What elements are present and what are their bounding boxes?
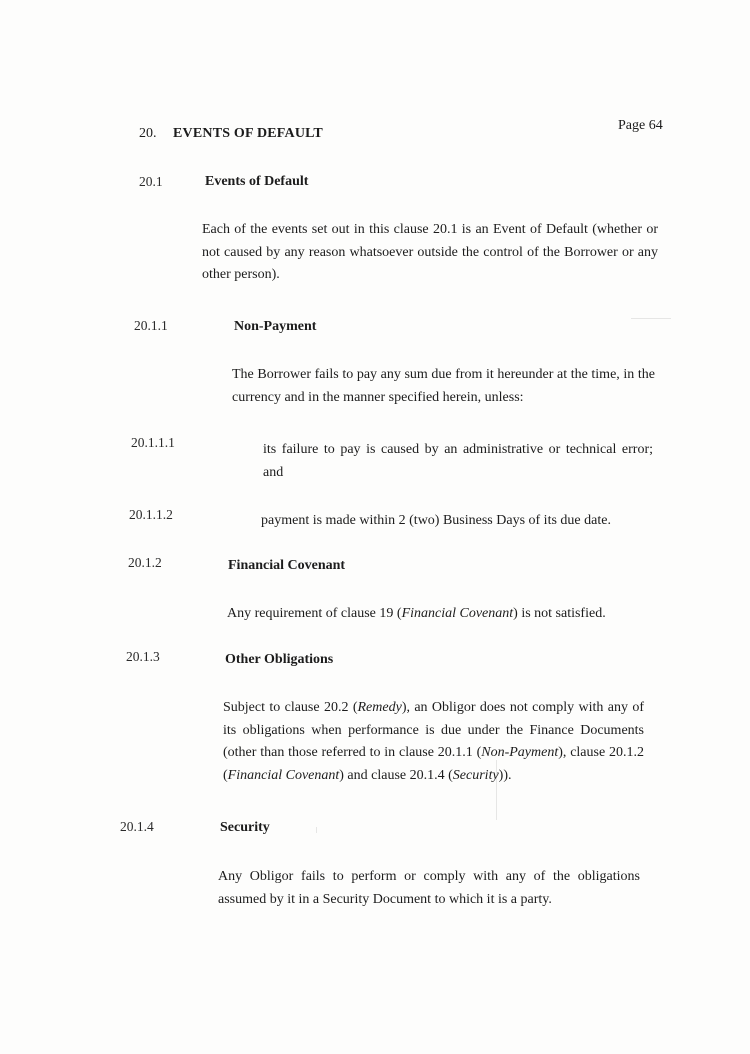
text-run-italic: Non-Payment [481, 745, 559, 760]
clause-number-20-1-1-2: 20.1.1.2 [129, 507, 173, 522]
text-run: ) is not satisfied. [513, 606, 606, 621]
clause-text-20-1-1-2: payment is made within 2 (two) Business Days of its due date. [261, 513, 611, 528]
section-number: 20. [139, 126, 157, 141]
clause-heading-events-of-default: Events of Default [205, 174, 309, 189]
clause-number-20-1-1: 20.1.1 [134, 318, 168, 333]
clause-number-20-1-4: 20.1.4 [120, 819, 154, 834]
clause-text-20-1-1: The Borrower fails to pay any sum due from it hereunder at the time, in the currency and in the manner specified herein, unless: [232, 367, 655, 405]
page-number: Page 64 [618, 118, 663, 133]
scan-mark [631, 318, 671, 319]
clause-heading-other-obligations: Other Obligations [225, 652, 334, 667]
text-run: ), clause 20.1.2 ( [223, 745, 644, 783]
text-run: )). [498, 767, 512, 783]
clause-number-20-1: 20.1 [139, 174, 163, 189]
text-run: ) and clause 20.1.4 ( [339, 767, 453, 783]
clause-text-20-1-3 [223, 697, 644, 787]
text-run: Subject to clause 20.2 ( [223, 700, 358, 715]
text-run-italic: Financial Covenant [401, 606, 514, 621]
clause-text-20-1: Each of the events set out in this clause 20.1 is an Event of Default (whether or not caused by any reason whatsoever outside the control of the Borrower or any other person). [202, 222, 658, 282]
text-run-italic: Financial Covenant [227, 767, 340, 783]
text-run-italic: Remedy [357, 700, 402, 715]
text-run: Any requirement of clause 19 ( [227, 606, 402, 621]
clause-text-20-1-1-1: its failure to pay is caused by an administrative or technical error; and [263, 442, 653, 480]
text-run-italic: Security [452, 767, 499, 783]
section-title: EVENTS OF DEFAULT [173, 126, 323, 141]
clause-number-20-1-2: 20.1.2 [128, 555, 162, 570]
scan-mark [316, 827, 317, 833]
clause-number-20-1-1-1: 20.1.1.1 [131, 435, 175, 450]
clause-heading-security: Security [220, 820, 270, 835]
text-run: ), an Obligor does not comply with any of its obligations when performance is due under the Finance Documents (other than those referred to in clause 20.1.1 ( [223, 700, 644, 760]
clause-text-20-1-4: Any Obligor fails to perform or comply with any of the obligations assumed by it in a Security Document to which it is a party. [218, 869, 640, 907]
clause-heading-non-payment: Non-Payment [234, 319, 317, 334]
clause-number-20-1-3: 20.1.3 [126, 649, 160, 664]
clause-text-20-1-2 [227, 606, 606, 622]
clause-heading-financial-covenant: Financial Covenant [228, 558, 346, 573]
